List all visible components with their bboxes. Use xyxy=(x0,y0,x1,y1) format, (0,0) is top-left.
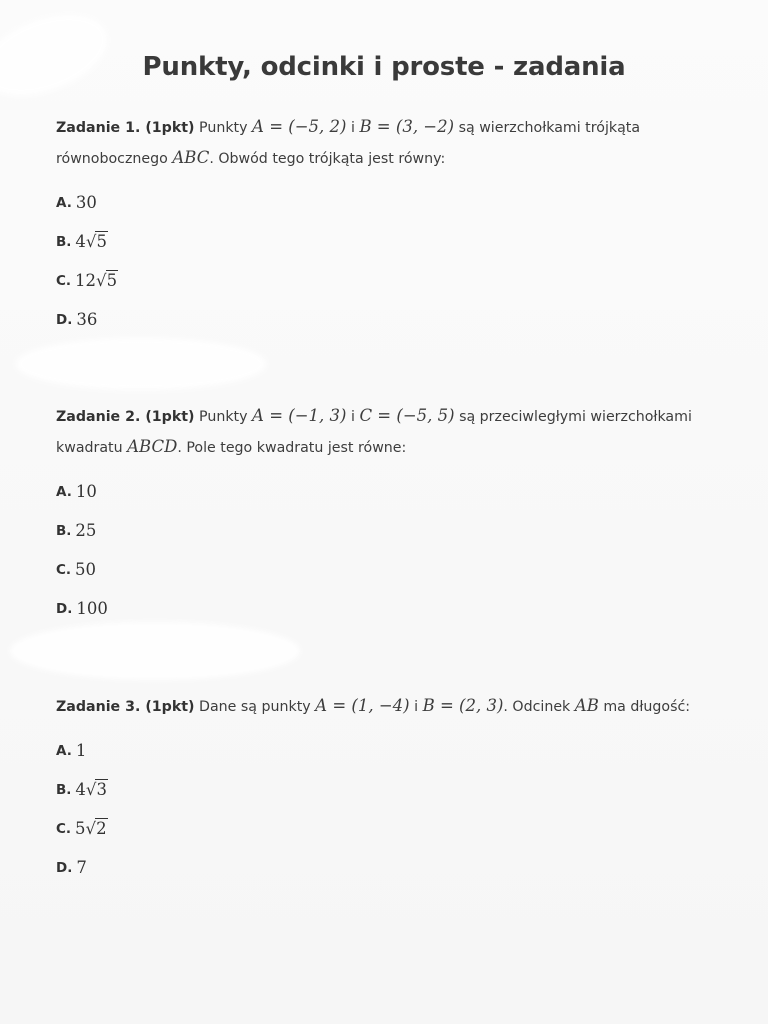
task-3-point-a: A = (1, −4) xyxy=(315,696,410,715)
answer-value: 25 xyxy=(75,521,97,540)
answer-coefficient: 12 xyxy=(75,271,97,290)
answer-letter: B. xyxy=(56,233,72,250)
task-2 xyxy=(56,401,716,628)
answer-value: 10 xyxy=(75,482,97,501)
task-1-text-4: . Obwód tego trójkąta jest równy: xyxy=(209,151,446,167)
task-3-text-3: . Odcinek xyxy=(503,699,571,715)
answer-value xyxy=(75,819,108,838)
task-3 xyxy=(56,691,716,887)
task-2-text-3: są przeciwległymi wierzchołkami kwadratu xyxy=(56,409,692,456)
task-1-point-b: B = (3, −2) xyxy=(359,117,455,136)
task-2-point-c: C = (−5, 5) xyxy=(359,406,455,425)
sqrt-symbol: √3 xyxy=(85,780,107,799)
task-1-text-2: i xyxy=(350,120,355,136)
task-3-text-2: i xyxy=(414,699,419,715)
answer-coefficient: 4 xyxy=(75,232,86,251)
erased-mark-2 xyxy=(10,622,300,680)
task-3-label: Zadanie 3. (1pkt) xyxy=(56,699,195,715)
task-1-question xyxy=(56,112,716,174)
task-2-text-2: i xyxy=(350,409,355,425)
task-3-text-1: Dane są punkty xyxy=(199,699,311,715)
task-1-answer-d[interactable] xyxy=(56,300,716,339)
task-3-question xyxy=(56,691,716,722)
task-1-point-a: A = (−5, 2) xyxy=(252,117,347,136)
answer-radicand: 5 xyxy=(96,232,107,251)
answer-value: 100 xyxy=(76,599,108,618)
task-3-answer-a[interactable] xyxy=(56,731,716,770)
answer-coefficient: 5 xyxy=(75,819,86,838)
answer-letter: C. xyxy=(56,561,72,578)
answer-value xyxy=(75,271,118,290)
answer-radicand: 3 xyxy=(96,780,107,799)
answer-letter: D. xyxy=(56,859,73,876)
task-2-text-4: . Pole tego kwadratu jest równe: xyxy=(177,440,407,456)
task-2-answer-c[interactable] xyxy=(56,550,716,589)
task-3-segment-ab: AB xyxy=(574,696,599,715)
answer-value: 36 xyxy=(76,310,98,329)
answer-value xyxy=(75,780,108,799)
task-3-answer-b[interactable] xyxy=(56,770,716,809)
task-2-question xyxy=(56,401,716,463)
answer-letter: C. xyxy=(56,820,72,837)
page-title: Punkty, odcinki i proste - zadania xyxy=(142,52,626,82)
task-2-answers xyxy=(56,472,716,628)
task-1-text-3: są wierzchołkami trójkąta równobocznego xyxy=(56,120,641,167)
sqrt-symbol: √5 xyxy=(85,232,107,251)
task-1 xyxy=(56,112,716,339)
task-1-answer-b[interactable] xyxy=(56,222,716,261)
sqrt-symbol: √5 xyxy=(96,271,118,290)
task-2-point-a: A = (−1, 3) xyxy=(252,406,347,425)
answer-value: 30 xyxy=(75,193,97,212)
task-3-answer-c[interactable] xyxy=(56,809,716,848)
task-1-text-1: Punkty xyxy=(199,120,248,136)
answer-letter: A. xyxy=(56,194,72,211)
task-2-label: Zadanie 2. (1pkt) xyxy=(56,409,195,425)
task-2-answer-b[interactable] xyxy=(56,511,716,550)
answer-letter: D. xyxy=(56,600,73,617)
answer-letter: B. xyxy=(56,781,72,798)
answer-letter: A. xyxy=(56,483,72,500)
answer-value: 1 xyxy=(75,741,87,760)
answer-letter: C. xyxy=(56,272,72,289)
sqrt-symbol: √2 xyxy=(85,819,107,838)
task-3-answers xyxy=(56,731,716,887)
task-1-answer-c[interactable] xyxy=(56,261,716,300)
answer-value: 50 xyxy=(75,560,97,579)
answer-radicand: 2 xyxy=(96,819,107,838)
erased-mark-1 xyxy=(16,338,266,390)
answer-coefficient: 4 xyxy=(75,780,86,799)
task-1-label: Zadanie 1. (1pkt) xyxy=(56,120,195,136)
answer-letter: D. xyxy=(56,311,73,328)
task-1-answers xyxy=(56,183,716,339)
answer-value: 7 xyxy=(76,858,87,877)
answer-value xyxy=(75,232,108,251)
answer-letter: A. xyxy=(56,742,72,759)
task-1-answer-a[interactable] xyxy=(56,183,716,222)
task-2-text-1: Punkty xyxy=(199,409,248,425)
task-3-point-b: B = (2, 3) xyxy=(422,696,504,715)
answer-letter: B. xyxy=(56,522,72,539)
task-1-triangle-abc: ABC xyxy=(172,148,210,167)
task-2-answer-a[interactable] xyxy=(56,472,716,511)
task-2-answer-d[interactable] xyxy=(56,589,716,628)
task-3-answer-d[interactable] xyxy=(56,848,716,887)
task-2-square-abcd: ABCD xyxy=(127,437,178,456)
answer-radicand: 5 xyxy=(106,271,118,290)
task-3-text-4: ma długość: xyxy=(603,699,691,715)
